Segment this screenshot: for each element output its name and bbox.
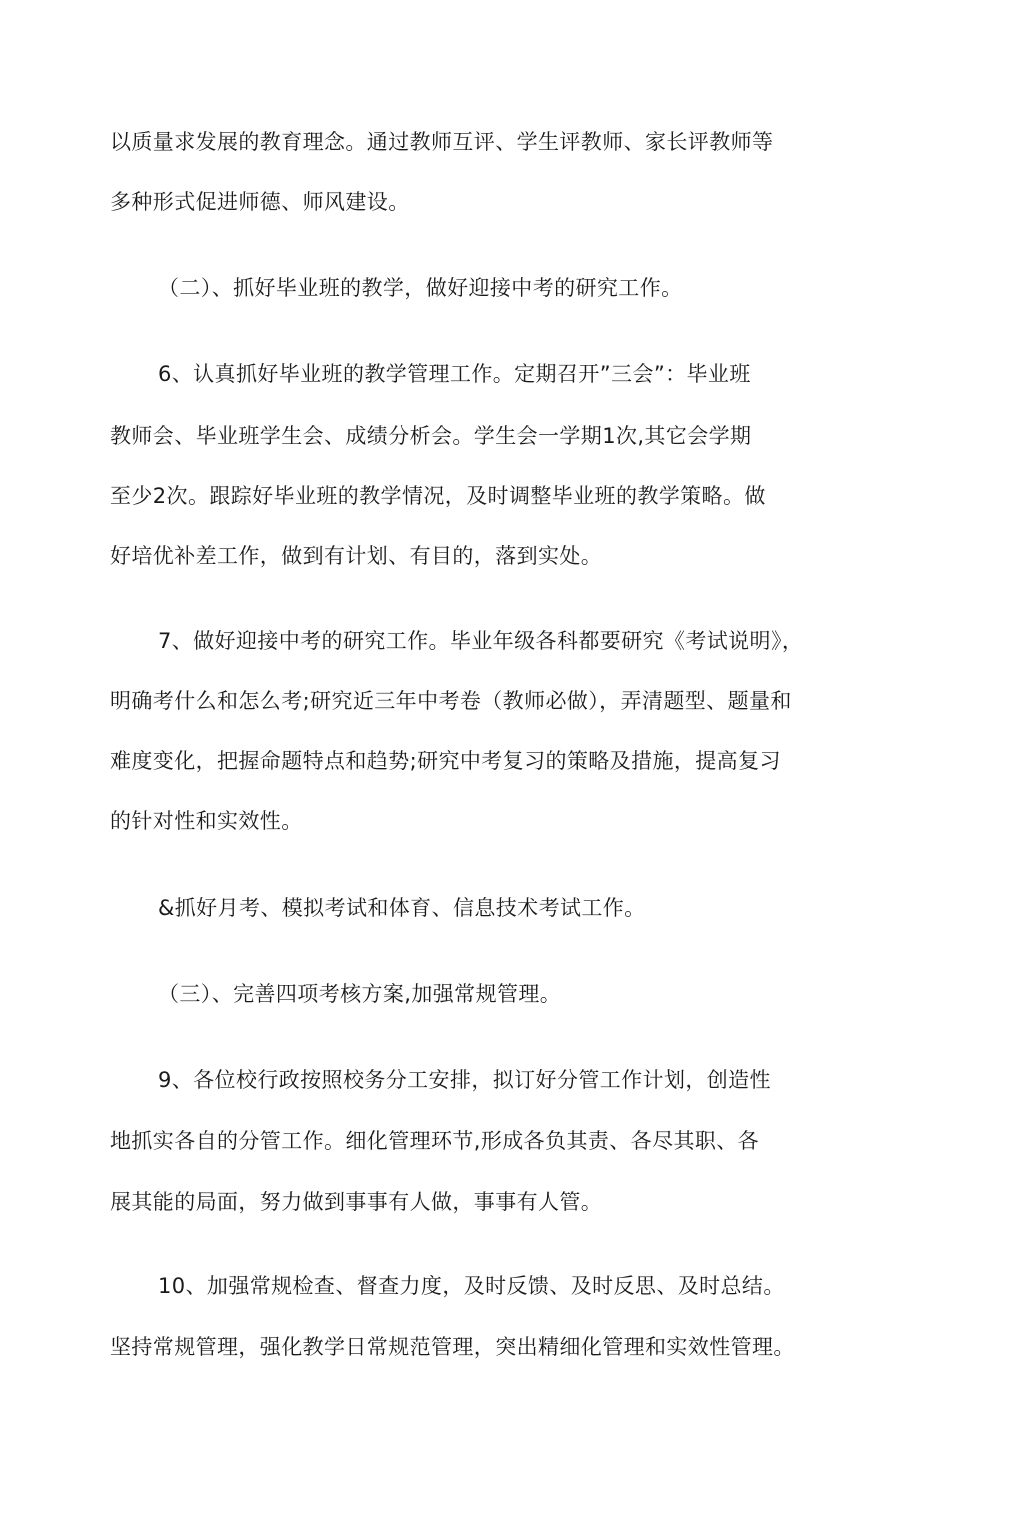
paragraph-line: 至少2次。跟踪好毕业班的教学情况，及时调整毕业班的教学策略。做 [110, 484, 766, 508]
paragraph-line: &抓好月考、模拟考试和体育、信息技术考试工作。 [158, 896, 646, 920]
section-heading: （二）、抓好毕业班的教学，做好迎接中考的研究工作。 [158, 276, 683, 300]
section-heading: （三）、完善四项考核方案,加强常规管理。 [158, 982, 562, 1006]
paragraph-line: 好培优补差工作，做到有计划、有目的，落到实处。 [110, 544, 603, 568]
paragraph-line: 多种形式促进师德、师风建设。 [110, 190, 410, 214]
paragraph-line: 10、加强常规检查、督查力度，及时反馈、及时反思、及时总结。 [158, 1274, 785, 1298]
paragraph-line: 的针对性和实效性。 [110, 809, 303, 833]
paragraph-line: 以质量求发展的教育理念。通过教师互评、学生评教师、家长评教师等 [110, 130, 774, 154]
paragraph-line: 展其能的局面，努力做到事事有人做，事事有人管。 [110, 1190, 603, 1214]
paragraph-line: 教师会、毕业班学生会、成绩分析会。学生会一学期1次,其它会学期 [110, 424, 752, 448]
paragraph-line: 难度变化，把握命题特点和趋势;研究中考复习的策略及措施，提高复习 [110, 749, 781, 773]
paragraph-line: 7、做好迎接中考的研究工作。毕业年级各科都要研究《考试说明》， [158, 629, 804, 653]
paragraph-line: 明确考什么和怎么考;研究近三年中考卷（教师必做），弄清题型、题量和 [110, 689, 792, 713]
paragraph-line: 9、各位校行政按照校务分工安排，拟订好分管工作计划，创造性 [158, 1068, 771, 1092]
paragraph-line: 坚持常规管理，强化教学日常规范管理，突出精细化管理和实效性管理。 [110, 1335, 795, 1359]
paragraph-line: 地抓实各自的分管工作。细化管理环节,形成各负其责、各尽其职、各 [110, 1129, 760, 1153]
paragraph-line: 6、认真抓好毕业班的教学管理工作。定期召开”三会”：毕业班 [158, 362, 751, 386]
